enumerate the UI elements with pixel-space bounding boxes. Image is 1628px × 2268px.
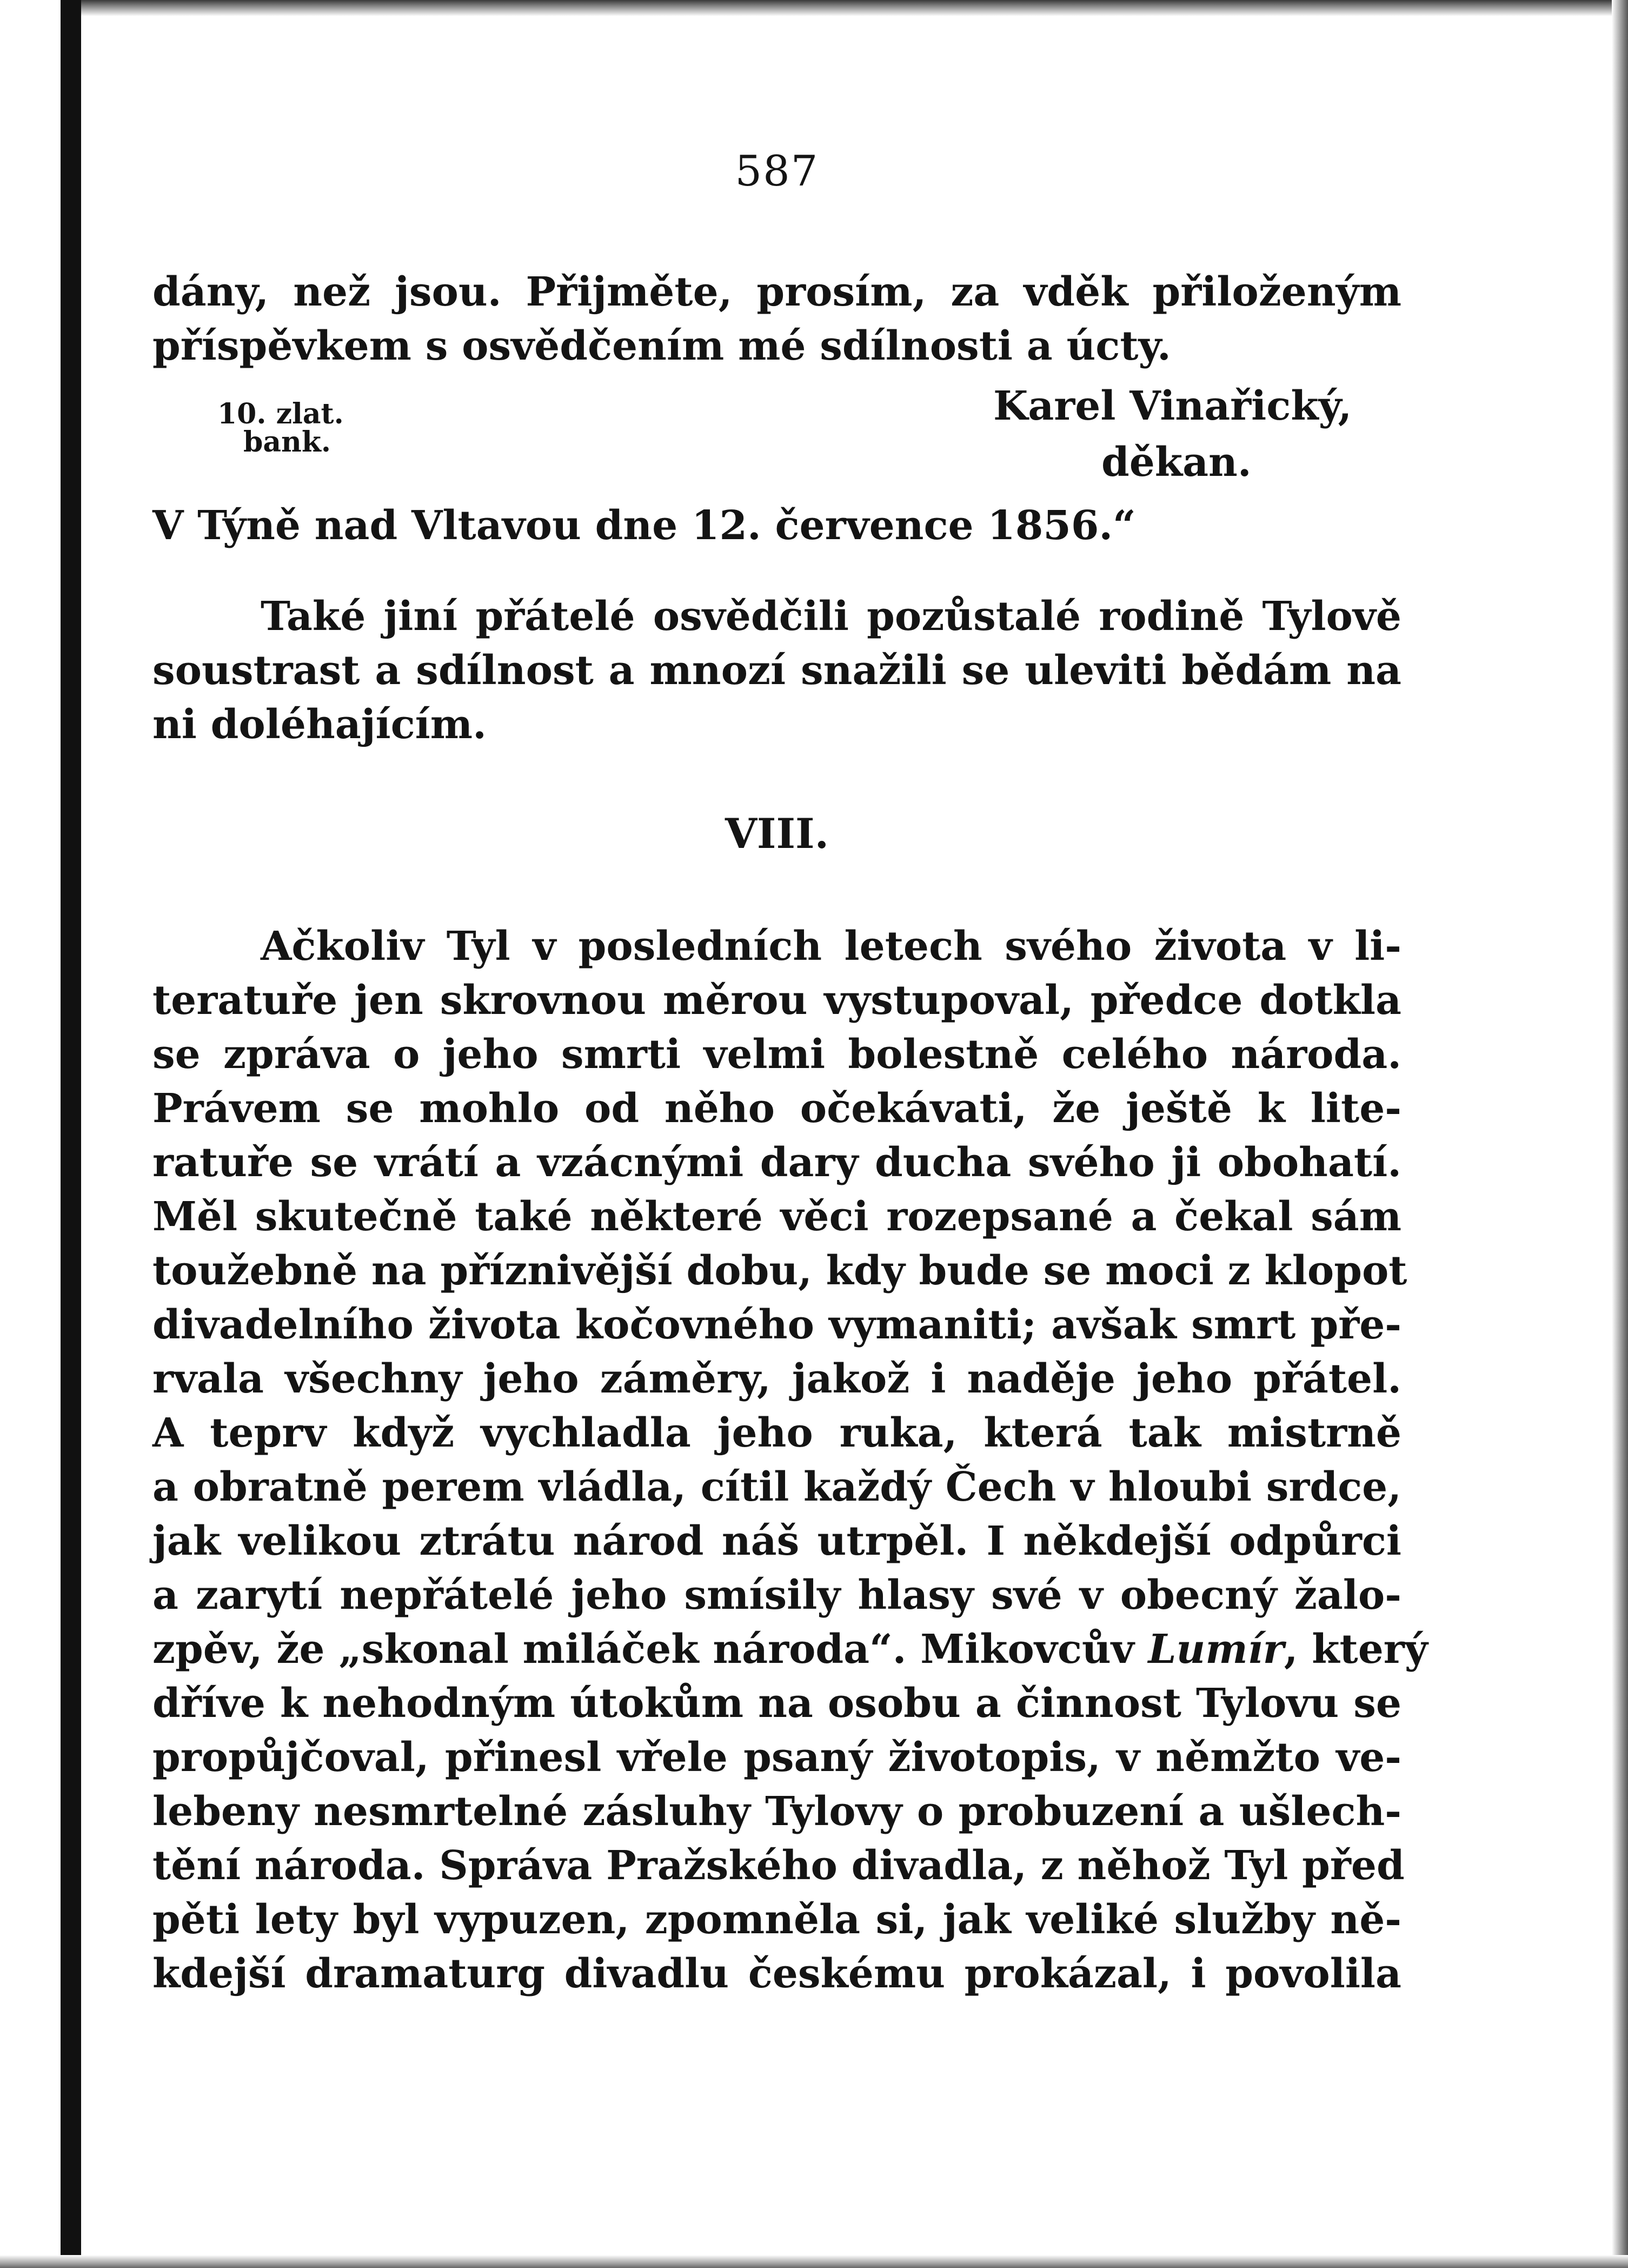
paragraph-line: pěti lety byl vypuzen, zpomněla si, jak veliké služby ně- — [152, 1896, 1401, 1943]
paragraph-line: ratuře se vrátí a vzácnými dary ducha svého ji obohatí. — [152, 1139, 1401, 1186]
margin-note — [217, 397, 344, 459]
paragraph-line: soustrast a sdílnost a mnozí snažili se uleviti bědám na — [152, 647, 1401, 694]
paragraph-line: lebeny nesmrtelné zásluhy Tylovy o probuzení a ušlech- — [152, 1788, 1401, 1835]
signature-title: děkan. — [1101, 439, 1252, 486]
paragraph-line: rvala všechny jeho záměry, jakož i naděje jeho přátel. — [152, 1356, 1401, 1402]
paragraph-line: tění národa. Správa Pražského divadla, z něhož Tyl před — [152, 1842, 1405, 1889]
paragraph-line: divadelního života kočovného vymaniti; avšak smrt pře- — [152, 1302, 1401, 1348]
book-page — [152, 0, 1428, 2268]
scan-edge-left — [0, 0, 81, 2268]
paragraph-line-with-italic — [152, 1622, 1428, 1676]
margin-note-line: 10. zlat. — [217, 397, 344, 430]
paragraph-line: kdejší dramaturg divadlu českému prokázal, i povolila — [152, 1951, 1401, 1997]
signature-name: Karel Vinařický, — [993, 383, 1352, 429]
scan-edge-right — [1612, 0, 1628, 2268]
place-date-line: V Týně nad Vltavou dne 12. července 1856.“ — [152, 502, 1136, 549]
paragraph-line: ni doléhajícím. — [152, 701, 487, 748]
margin-note-line: bank. — [243, 426, 331, 459]
paragraph-line: se zpráva o jeho smrti velmi bolestně celého národa. — [152, 1031, 1401, 1078]
paragraph-line: Právem se mohlo od něho očekávati, že ještě k lite- — [152, 1085, 1401, 1132]
paragraph-line: jak velikou ztrátu národ náš utrpěl. I někdejší odpůrci — [152, 1518, 1401, 1564]
page-number: 587 — [735, 147, 819, 196]
paragraph-line: Měl skutečně také některé věci rozepsané a čekal sám — [152, 1193, 1401, 1240]
paragraph-line: teratuře jen skrovnou měrou vystupoval, předce dotkla — [152, 977, 1401, 1024]
paragraph-line: propůjčoval, přinesl vřele psaný životopis, v němžto ve- — [152, 1734, 1401, 1781]
paragraph-line: A teprv když vychladla jeho ruka, která tak mistrně — [152, 1410, 1401, 1456]
paragraph-line: toužebně na příznivější dobu, kdy bude se moci z klopot — [152, 1248, 1407, 1294]
paragraph-line: a zarytí nepřátelé jeho smísily hlasy své v obecný žalo- — [152, 1572, 1401, 1619]
section-heading: VIII. — [725, 810, 829, 858]
paragraph-line: a obratně perem vládla, cítil každý Čech v hloubi srdce, — [152, 1464, 1401, 1510]
paragraph-line: dříve k nehodným útokům na osobu a činnost Tylovu se — [152, 1680, 1401, 1727]
paragraph-line: Také jiní přátelé osvědčili pozůstalé rodině Tylově — [261, 593, 1401, 640]
text-run: , který — [1284, 1626, 1428, 1673]
text-run: zpěv, že „skonal miláček národa“. Mikovcův — [152, 1626, 1134, 1673]
letter-line: dány, než jsou. Přijměte, prosím, za vděk přiloženým — [152, 269, 1401, 315]
italic-title: Lumír — [1148, 1626, 1284, 1673]
letter-line: příspěvkem s osvědčením mé sdílnosti a úcty. — [152, 323, 1171, 369]
paragraph-line: Ačkoliv Tyl v posledních letech svého života v li- — [261, 923, 1401, 970]
